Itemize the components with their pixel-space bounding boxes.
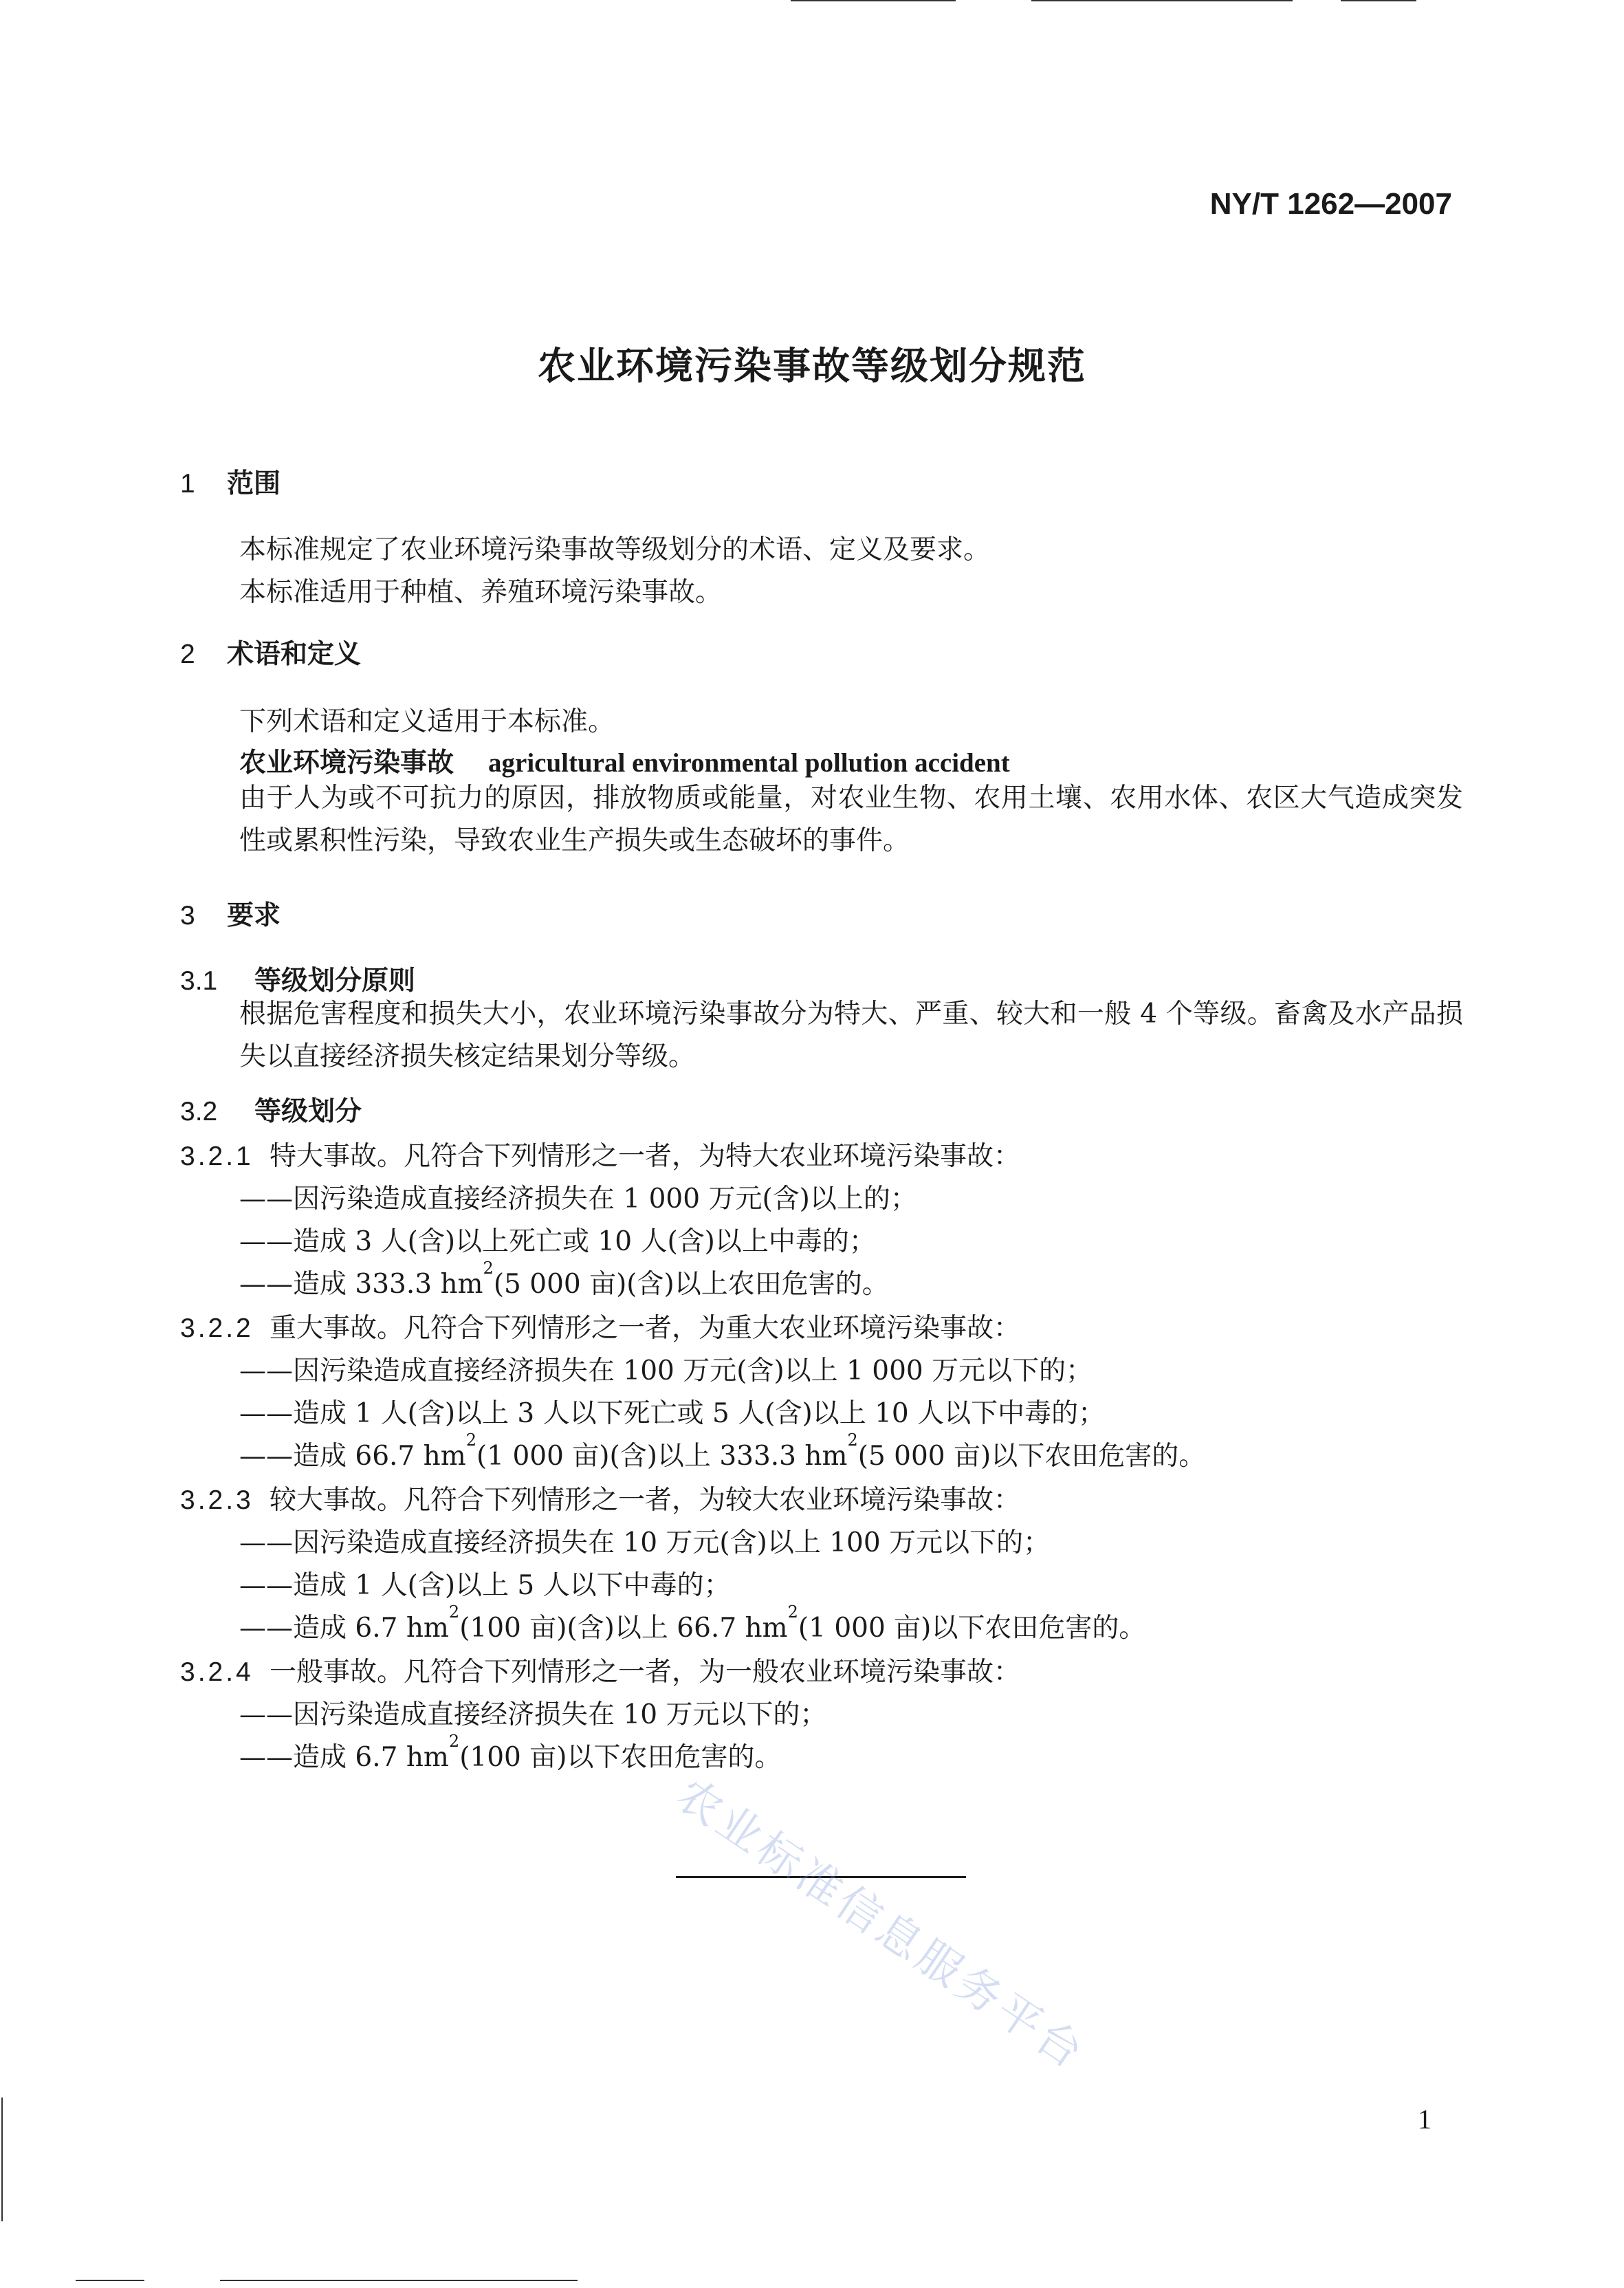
standard-code: NY/T 1262—2007: [1209, 187, 1452, 221]
section-1-heading: 1 范围: [180, 468, 281, 499]
list-item: ——造成 6.7 $hm^2(100$ 亩)以下农田危害的。: [239, 1732, 782, 1773]
list-item: ——造成 66.7 $hm^2(1$ 000 亩)(含)以上 333.3 $hm^2(5$ 000 亩)以下农田危害的。: [239, 1430, 1206, 1472]
list-item: ——因污染造成直接经济损失在 10 万元(含)以上 100 万元以下的；: [239, 1527, 1051, 1558]
scan-edge-mark: [1341, 0, 1416, 1]
scan-edge-mark: [1, 2098, 3, 2221]
scan-edge-mark: [220, 2280, 578, 2281]
scan-edge-mark: [1031, 0, 1293, 1]
section-1-paragraph: 本标准规定了农业环境污染事故等级划分的术语、定义及要求。: [239, 534, 991, 565]
section-3-1-heading: 3.1 等级划分原则: [180, 966, 416, 996]
term-chinese: 农业环境污染事故: [239, 748, 454, 778]
term-entry: [239, 741, 1010, 780]
clause-3-2-3: 3.2.3 较大事故。凡符合下列情形之一者，为较大农业环境污染事故：: [180, 1485, 1021, 1516]
list-item: ——造成 1 人(含)以上 5 人以下中毒的；: [239, 1570, 731, 1601]
section-3-2-heading: 3.2 等级划分: [180, 1096, 362, 1127]
section-2-paragraph: 下列术语和定义适用于本标准。: [239, 706, 615, 737]
section-3-heading: 3 要求: [180, 900, 281, 931]
list-item: ——造成 6.7 $hm^2(100$ 亩)(含)以上 66.7 $hm^2(1$ 000 亩)以下农田危害的。: [239, 1602, 1146, 1644]
section-3-1-paragraph: 根据危害程度和损失大小，农业环境污染事故分为特大、严重、较大和一般 4 个等级。畜禽及水产品损失以直接经济损失核定结果划分等级。: [239, 999, 1463, 1072]
list-item: ——造成 3 人(含)以上死亡或 10 人(含)以上中毒的；: [239, 1226, 876, 1257]
scan-edge-mark: [791, 0, 956, 1]
list-item: ——因污染造成直接经济损失在 10 万元以下的；: [239, 1699, 827, 1730]
list-item: ——因污染造成直接经济损失在 1 000 万元(含)以上的；: [239, 1184, 917, 1214]
clause-3-2-2: 3.2.2 重大事故。凡符合下列情形之一者，为重大农业环境污染事故：: [180, 1313, 1021, 1344]
section-2-heading: 2 术语和定义: [180, 639, 362, 670]
section-1-paragraph: 本标准适用于种植、养殖环境污染事故。: [239, 577, 723, 608]
clause-3-2-4: 3.2.4 一般事故。凡符合下列情形之一者，为一般农业环境污染事故：: [180, 1657, 1021, 1688]
scan-edge-mark: [76, 2280, 144, 2281]
list-item: ——造成 1 人(含)以上 3 人以下死亡或 5 人(含)以上 10 人以下中毒的；: [239, 1398, 1106, 1429]
page-number: 1: [1418, 2104, 1431, 2135]
term-definition: 由于人为或不可抗力的原因，排放物质或能量，对农业生物、农用土壤、农用水体、农区大气造成突发性或累积性污染，导致农业生产损失或生态破坏的事件。: [239, 783, 1463, 856]
list-item: ——因污染造成直接经济损失在 100 万元(含)以上 1 000 万元以下的；: [239, 1355, 1093, 1386]
document-title: 农业环境污染事故等级划分规范: [537, 344, 1086, 388]
clause-3-2-1: 3.2.1 特大事故。凡符合下列情形之一者，为特大农业环境污染事故：: [180, 1141, 1021, 1172]
term-english: agricultural environmental pollution accident: [488, 748, 1010, 778]
watermark: 农业标准信息服务平台: [667, 1769, 1095, 2081]
list-item: ——造成 333.3 $hm^2(5$ 000 亩)(含)以上农田危害的。: [239, 1259, 889, 1300]
